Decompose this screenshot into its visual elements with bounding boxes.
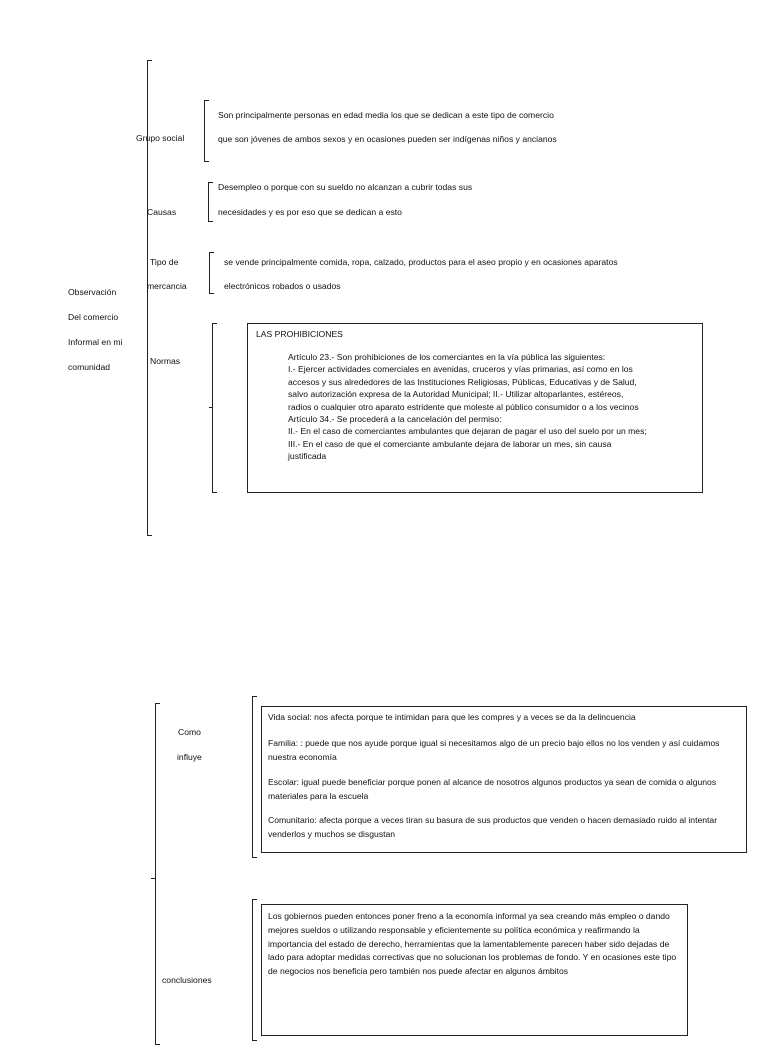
- root-title: [68, 280, 122, 380]
- como-influye-brace: [252, 696, 257, 858]
- prohibiciones-title: LAS PROHIBICIONES: [256, 329, 343, 339]
- prohibiciones-text: [288, 351, 647, 463]
- conclusiones-brace: [252, 899, 257, 1041]
- influence-paragraph: Comunitario: afecta porque a veces tiran su basura de sus productos que venden o hacen demasiado ruido al intentar venderlos y muchos se disgustan: [268, 815, 718, 839]
- category-label-tipo-line1: Tipo de: [150, 257, 179, 267]
- main-brace: [147, 60, 152, 536]
- normas-brace-tip: [209, 407, 212, 408]
- prohibiciones-line: Artículo 23.- Son prohibiciones de los comerciantes en la vía pública las siguientes:: [288, 352, 606, 362]
- prohibiciones-line: accesos y sus alrededores de las Instituciones Religiosas, Públicas, Educativas y de Salud,: [288, 376, 637, 387]
- grupo-social-line: que son jóvenes de ambos sexos y en ocasiones pueden ser indígenas niños y ancianos: [218, 134, 557, 144]
- tipo-mercancia-line: electrónicos robados o usados: [224, 281, 341, 291]
- prohibiciones-line: radios o cualquier otro aparato estridente que moleste al público consumidor o a los vecinos: [288, 401, 639, 412]
- category-label-conclusiones: conclusiones: [162, 975, 212, 985]
- grupo-social-line: Son principalmente personas en edad media los que se dedican a este tipo de comercio: [218, 110, 554, 120]
- category-label-normas: Normas: [150, 356, 181, 366]
- root-title-line: Informal en mi: [68, 337, 123, 347]
- prohibiciones-line: II.- En el caso de comerciantes ambulantes que dejaran de pagar el uso del suelo por un mes;: [288, 426, 647, 437]
- root-title-line: comunidad: [68, 362, 111, 372]
- tipo-mercancia-line: se vende principalmente comida, ropa, calzado, productos para el aseo propio y en ocasiones aparatos: [224, 257, 618, 267]
- category-label-influye: influye: [177, 752, 202, 762]
- prohibiciones-line: salvo autorización expresa de la Autoridad Municipal; II.- Utilizar altoparlantes, estéreos,: [288, 389, 624, 400]
- main-brace-2-tip: [151, 878, 155, 879]
- causas-line: necesidades y es por eso que se dedican a esto: [218, 207, 402, 217]
- prohibiciones-line: III.- En el caso de que el comerciante ambulante dejara de laborar un mes, sin causa: [288, 438, 612, 449]
- influence-paragraph: Familia: : puede que nos ayude porque igual si necesitamos algo de un precio bajo ellos no los venden y así cuidamos nuestra economía: [268, 738, 720, 762]
- prohibiciones-line: I.- Ejercer actividades comerciales en avenidas, cruceros y vías primarias, así como en los: [288, 364, 633, 375]
- como-influye-box: [261, 706, 747, 853]
- category-label-causas: Causas: [147, 207, 177, 217]
- category-label-grupo-social: Grupo social: [136, 133, 185, 143]
- grupo-social-brace: [204, 100, 209, 162]
- root-title-line: Observación: [68, 287, 117, 297]
- prohibiciones-line: justificada: [288, 451, 327, 462]
- root-title-line: Del comercio: [68, 312, 119, 322]
- influence-paragraph: Vida social: nos afecta porque te intimidan para que les compres y a veces se da la delincuencia: [268, 712, 636, 722]
- tipo-mercancia-brace: [209, 252, 214, 294]
- main-brace-2: [155, 703, 160, 1045]
- category-label-como: Como: [178, 727, 201, 737]
- normas-brace: [212, 323, 217, 493]
- prohibiciones-line: Artículo 34.- Se procederá a la cancelación del permiso:: [288, 414, 502, 425]
- causas-brace: [208, 182, 213, 222]
- category-label-tipo-line2: mercancia: [147, 281, 187, 291]
- conclusiones-box: [261, 904, 688, 1036]
- causas-line: Desempleo o porque con su sueldo no alcanzan a cubrir todas sus: [218, 182, 473, 192]
- influence-paragraph: Escolar: igual puede beneficiar porque ponen al alcance de nosotros algunos productos ya sean de comida o algunos materiales para la escuela: [268, 777, 717, 801]
- prohibiciones-box: [247, 323, 703, 493]
- conclusiones-text: Los gobiernos pueden entonces poner freno a la economía informal ya sea creando más empleo o dando mejores sueldos o utilizando responsable y eficientemente su política económica y reafirmando la importancia del estado de derecho, herramientas que la lamentablemente parecen haber sido dejadas de lado para adoptar medidas correctivas que no solucionan los problemas de fondo. Y en ocasiones este tipo de negocios nos beneficia pero también nos puede afectar en algunos ámbitos: [268, 911, 677, 977]
